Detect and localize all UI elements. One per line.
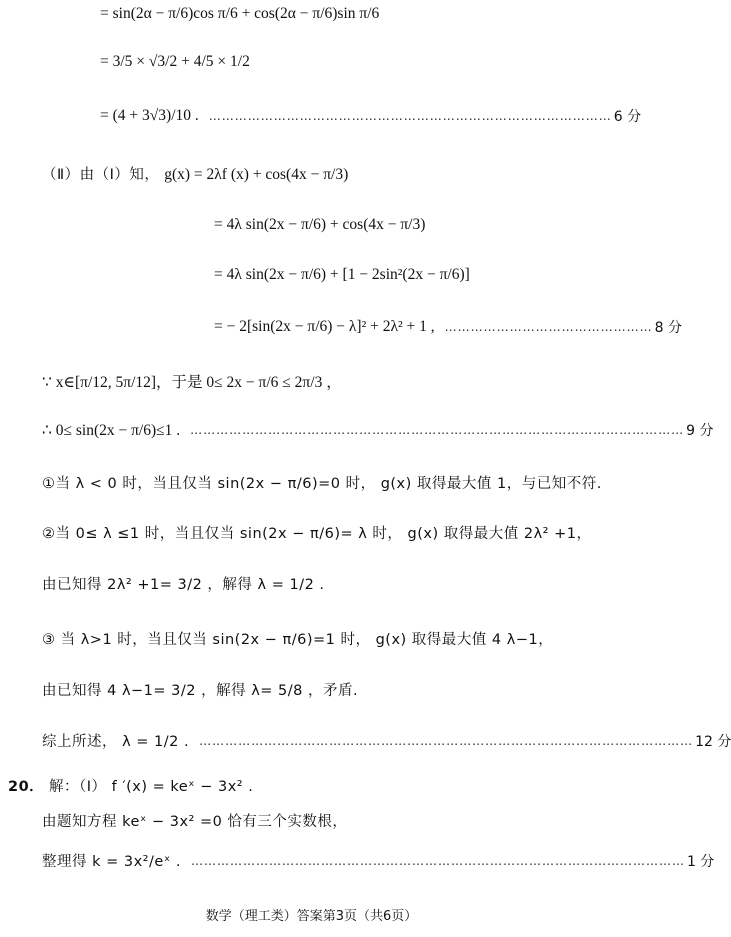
eq-text: 整理得 k = 3x²/eˣ . [42, 854, 181, 870]
leader-dots: …………………………………………………………………………………………………… [190, 423, 685, 437]
eq-text: ①当 λ < 0 时，当且仅当 sin(2x − π/6)=0 时， g(x) 取得最大值 1，与已知不符. [42, 476, 602, 492]
eq-line-6 [214, 265, 470, 284]
case-3-line [42, 628, 553, 649]
eq-text: = 4λ sin(2x − π/6) + [1 − 2sin²(2x − π/6)] [214, 266, 470, 283]
eq-line-2 [100, 52, 250, 71]
part-ii-prefix: （Ⅱ）由（Ⅰ）知， [42, 167, 160, 183]
eq-line-5 [214, 215, 425, 234]
problem-20-step-line [42, 810, 347, 831]
case-2-solve-line [42, 573, 325, 594]
score-label: 6 分 [613, 109, 642, 125]
eq-text: = 3/5 × √3/2 + 4/5 × 1/2 [100, 53, 250, 70]
eq-text: 由已知得 4 λ−1= 3/2 ，解得 λ= 5/8 ，矛盾. [42, 683, 359, 699]
eq-text: = 4λ sin(2x − π/6) + cos(4x − π/3) [214, 216, 426, 233]
leader-dots: …………………………………………………………………………………………………… [199, 733, 694, 748]
eq-text: 综上所述， λ = 1/2 . [42, 734, 190, 750]
eq-text: = (4 + 3√3)/10 . [100, 107, 199, 124]
eq-text: 由已知得 2λ² +1= 3/2 ，解得 λ = 1/2 . [42, 577, 325, 593]
eq-line-1 [100, 4, 379, 23]
score-label: 8 分 [654, 320, 682, 336]
eq-text: g(x) = 2λf (x) + cos(4x − π/3) [164, 166, 349, 183]
problem-20-line [8, 775, 253, 796]
case-3-solve-line [42, 679, 358, 700]
case-1-line [42, 472, 602, 493]
eq-text: ∵ x∈[π/12, 5π/12]，于是 0≤ 2x − π/6 ≤ 2π/3 ， [42, 374, 342, 391]
eq-text: = sin(2α − π/6)cos π/6 + cos(2α − π/6)sin π/6 [100, 5, 380, 22]
eq-text: 由题知方程 keˣ − 3x² =0 恰有三个实数根， [42, 814, 348, 830]
eq-text: ③ 当 λ>1 时，当且仅当 sin(2x − π/6)=1 时， g(x) 取得最大值 4 λ−1， [42, 632, 554, 648]
eq-line-3 [100, 106, 642, 126]
conclusion-line [42, 730, 731, 751]
leader-dots: …………………………………………………………………………………………………… [190, 853, 685, 868]
leader-dots: ………………………………………………………………………………… [208, 109, 612, 123]
page-footer: 数学（理工类）答案第3页（共6页） [205, 909, 418, 924]
leader-dots: ………………………………………… [444, 320, 653, 334]
eq-text: 解：（Ⅰ） f ′(x) = keˣ − 3x² . [48, 779, 254, 795]
score-label: 12 分 [695, 733, 731, 750]
part-ii-line [42, 163, 348, 184]
problem-number: 20． [8, 779, 45, 795]
range-line [42, 420, 714, 440]
score-label: 1 分 [686, 853, 715, 870]
eq-text: ∴ 0≤ sin(2x − π/6)≤1 . [42, 421, 181, 439]
eq-text: ②当 0≤ λ ≤1 时，当且仅当 sin(2x − π/6)= λ 时， g(x) 取得最大值 2λ² +1， [42, 526, 592, 542]
problem-20-result-line [42, 850, 715, 871]
eq-line-7 [214, 317, 682, 337]
score-label: 9 分 [686, 423, 714, 439]
case-2-line [42, 522, 591, 543]
eq-text: = − 2[sin(2x − π/6) − λ]² + 2λ² + 1 , [214, 318, 435, 335]
domain-line [42, 370, 342, 392]
